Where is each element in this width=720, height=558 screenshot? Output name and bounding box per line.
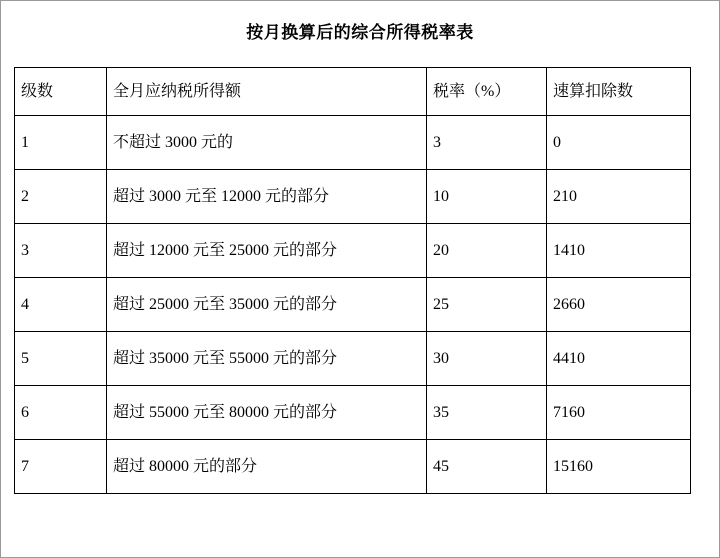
page-title: 按月换算后的综合所得税率表 (246, 23, 474, 42)
cell-taxable-income: 超过 12000 元至 25000 元的部分 (107, 224, 427, 278)
cell-rate: 25 (427, 278, 547, 332)
cell-rate: 35 (427, 386, 547, 440)
cell-quick-deduction: 15160 (547, 440, 691, 494)
table-header-row (15, 68, 691, 116)
cell-quick-deduction: 4410 (547, 332, 691, 386)
cell-rate: 3 (427, 116, 547, 170)
column-header-taxable-income: 全月应纳税所得额 (107, 68, 427, 116)
table-row (15, 332, 691, 386)
table-row (15, 116, 691, 170)
table-row (15, 278, 691, 332)
cell-quick-deduction: 210 (547, 170, 691, 224)
cell-quick-deduction: 7160 (547, 386, 691, 440)
cell-level: 4 (15, 278, 107, 332)
cell-taxable-income: 超过 80000 元的部分 (107, 440, 427, 494)
column-header-level: 级数 (15, 68, 107, 116)
cell-quick-deduction: 0 (547, 116, 691, 170)
cell-rate: 45 (427, 440, 547, 494)
cell-rate: 10 (427, 170, 547, 224)
cell-level: 7 (15, 440, 107, 494)
cell-level: 1 (15, 116, 107, 170)
cell-rate: 30 (427, 332, 547, 386)
table-row (15, 386, 691, 440)
cell-taxable-income: 超过 3000 元至 12000 元的部分 (107, 170, 427, 224)
cell-level: 2 (15, 170, 107, 224)
column-header-quick-deduction: 速算扣除数 (547, 68, 691, 116)
table-row (15, 170, 691, 224)
cell-level: 3 (15, 224, 107, 278)
cell-taxable-income: 超过 55000 元至 80000 元的部分 (107, 386, 427, 440)
cell-taxable-income: 超过 35000 元至 55000 元的部分 (107, 332, 427, 386)
cell-taxable-income: 不超过 3000 元的 (107, 116, 427, 170)
tax-rate-table (14, 67, 691, 494)
table-row (15, 440, 691, 494)
cell-level: 5 (15, 332, 107, 386)
column-header-rate: 税率（%） (427, 68, 547, 116)
tax-rate-table-container (14, 67, 695, 494)
table-row (15, 224, 691, 278)
cell-level: 6 (15, 386, 107, 440)
cell-rate: 20 (427, 224, 547, 278)
cell-quick-deduction: 2660 (547, 278, 691, 332)
cell-quick-deduction: 1410 (547, 224, 691, 278)
cell-taxable-income: 超过 25000 元至 35000 元的部分 (107, 278, 427, 332)
